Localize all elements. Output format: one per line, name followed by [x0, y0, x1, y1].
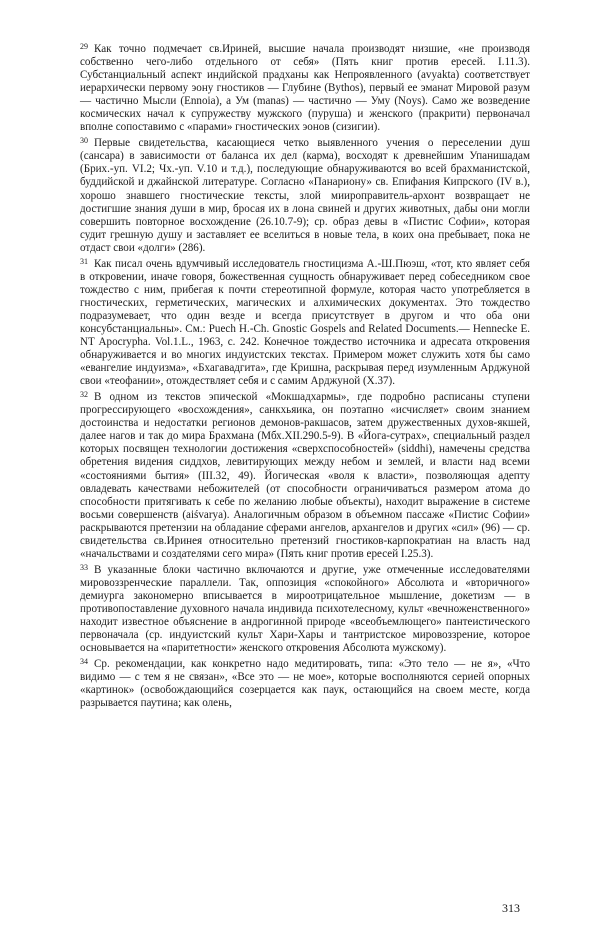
footnote-text: Как писал очень вдумчивый исследователь гностицизма А.-Ш.Пюэш, «тот, кто являет себя в откровении, иначе говоря, божественная сущность обнаруживает перед собеседником свое тождество с ним, прибегая к почти стереотипной формуле, которая часто употребляется в гностических, герметических, магических и алхимических документах. Это тождество подразумевает, что один везде и всегда присутствует в другом и что оба они консубстанциальны». См.: Puech H.-Ch. Gnostic Gospels and Related Documents.— Hennecke E. NT Apocrypha. Vol.1.L., 1963, с. 242. Конечное тождество источника и адресата откровения обнаруживается и во многих индуистских текстах. Примером может служить хотя бы само «евангелие индуизма», «Бхагавадгита», где Кришна, раскрывая перед изумленным Арджуной свои «теофании», отождествляет себя и с самим Арджуной (X.37).	[80, 257, 530, 388]
footnote-number: 34	[80, 657, 88, 667]
footnote-text: Как точно подмечает св.Ириней, высшие начала производят низшие, «не производя собственно чего-либо отдельного от себя» (Пять книг против ересей. I.11.3). Субстанциальный аспект индийской прадханы как Непроявленного (avyakta) соответствует иерархически первому эону гностиков — Глубине (Bythos), первый ее эманат Мировой разум — частично Мысли (Ennoia), а Ум (manas) — частично — Уму (Noys). Само же возведение космических начал к супружеству мужского (пуруша) и женского (пракрити) первоначал вполне сопоставимо с «парами» гностических эонов (сизигии).	[80, 43, 530, 134]
footnote-number: 31	[80, 256, 88, 266]
footnote-number: 33	[80, 562, 88, 572]
footnote-number: 29	[80, 42, 88, 51]
footnote-32	[80, 388, 530, 561]
footnote-29	[80, 40, 530, 134]
footnote-34	[80, 655, 530, 710]
footnote-33	[80, 561, 530, 655]
footnote-30	[80, 134, 530, 254]
footnote-text: Ср. рекомендации, как конкретно надо медитировать, типа: «Это тело — не я», «Что видимо — с тем я не связан», «Все это — не мое», которые восполняются серией опорных «картинок» (освобождающийся созерцается как паук, остающийся на своем месте, когда разрывается паутина; как олень,	[80, 658, 530, 710]
footnote-number: 32	[80, 390, 88, 400]
footnote-number: 30	[80, 136, 88, 146]
footnote-31	[80, 255, 530, 388]
footnote-text: Первые свидетельства, касающиеся четко выявленного учения о переселении душ (сансара) в зависимости от баланса их дел (карма), восходят к древнейшим Упанишадам (Брих.-уп. VI.2; Чх.-уп. V.10 и т.д.), последующие обнаруживаются во всей брахманистской, буддийской и джайнской литературе. Согласно «Панариону» св. Епифания Кипрского (IV в.), хорошо знавшего гностические тексты, злой миироправитель-архонт возвращает не достигшие знания души в мир, бросая их в лона свиней и других животных, дабы они могли совершить повторное восхождение (26.10.7-9); ср. образ девы в «Пистис Софии», которая судит грешную душу и заставляет ее вселиться в новые тела, в коих она пребывает, пока не отдаст свои «долги» (286).	[80, 137, 530, 254]
footnotes-block	[80, 40, 530, 710]
page-number: 313	[502, 901, 520, 915]
footnote-text: В указанные блоки частично включаются и другие, уже отмеченные исследователями мировоззренческие параллели. Так, оппозиция «спокойного» Абсолюта и «вторичного» демиурга закономерно вписывается в мироотрицательное мышление, докетизм — в противопоставление духовного начала индивида психотелесному, культ «вечноженственного» находит известное объяснение в андрогинной природе «всеобъемлющего» пантеистического первоначала (ср. индуистский культ Хари-Хары и тантристское мировоззрение, которое основывается на «паритетности» женского откровения Абсолюта мужскому).	[80, 563, 530, 655]
footnote-text: В одном из текстов эпической «Мокшадхармы», где подробно расписаны ступени прогрессирующего «восхождения», санкхьяика, он поэтапно «исчисляет» своим знанием достоинства и недостатки регионов демонов-ракшасов, затем дружественных духов-якшей, далее нагов и так до мира Брахмана (Мбх.XII.290.5-9). В «Йога-сутрах», специальный раздел которых посвящен технологии достижения «сверхспособностей» (siddhi), намечены средства обретения видения сиддхов, левитирующих между небом и землей, и власти над всеми «состояниями бытия» (III.32, 49). Йогическая «воля к власти», позволяющая адепту овладевать качествами небожителей (от способности ограничиваться размером атома до способности притягивать к себе по желанию любые объекты), находит выражение в системе восьми совершенств (aiśvarya). Аналогичным образом в объемном пассаже «Пистис Софии» раскрываются претензии на обладание сферами ангелов, архангелов и других «сил» (96) — ср. свидетельства св.Иринея относительно претензий гностиков-карпократиан на власть над «начальствами и создателями сего мира» (Пять книг против ересей I.25.3).	[80, 391, 530, 560]
